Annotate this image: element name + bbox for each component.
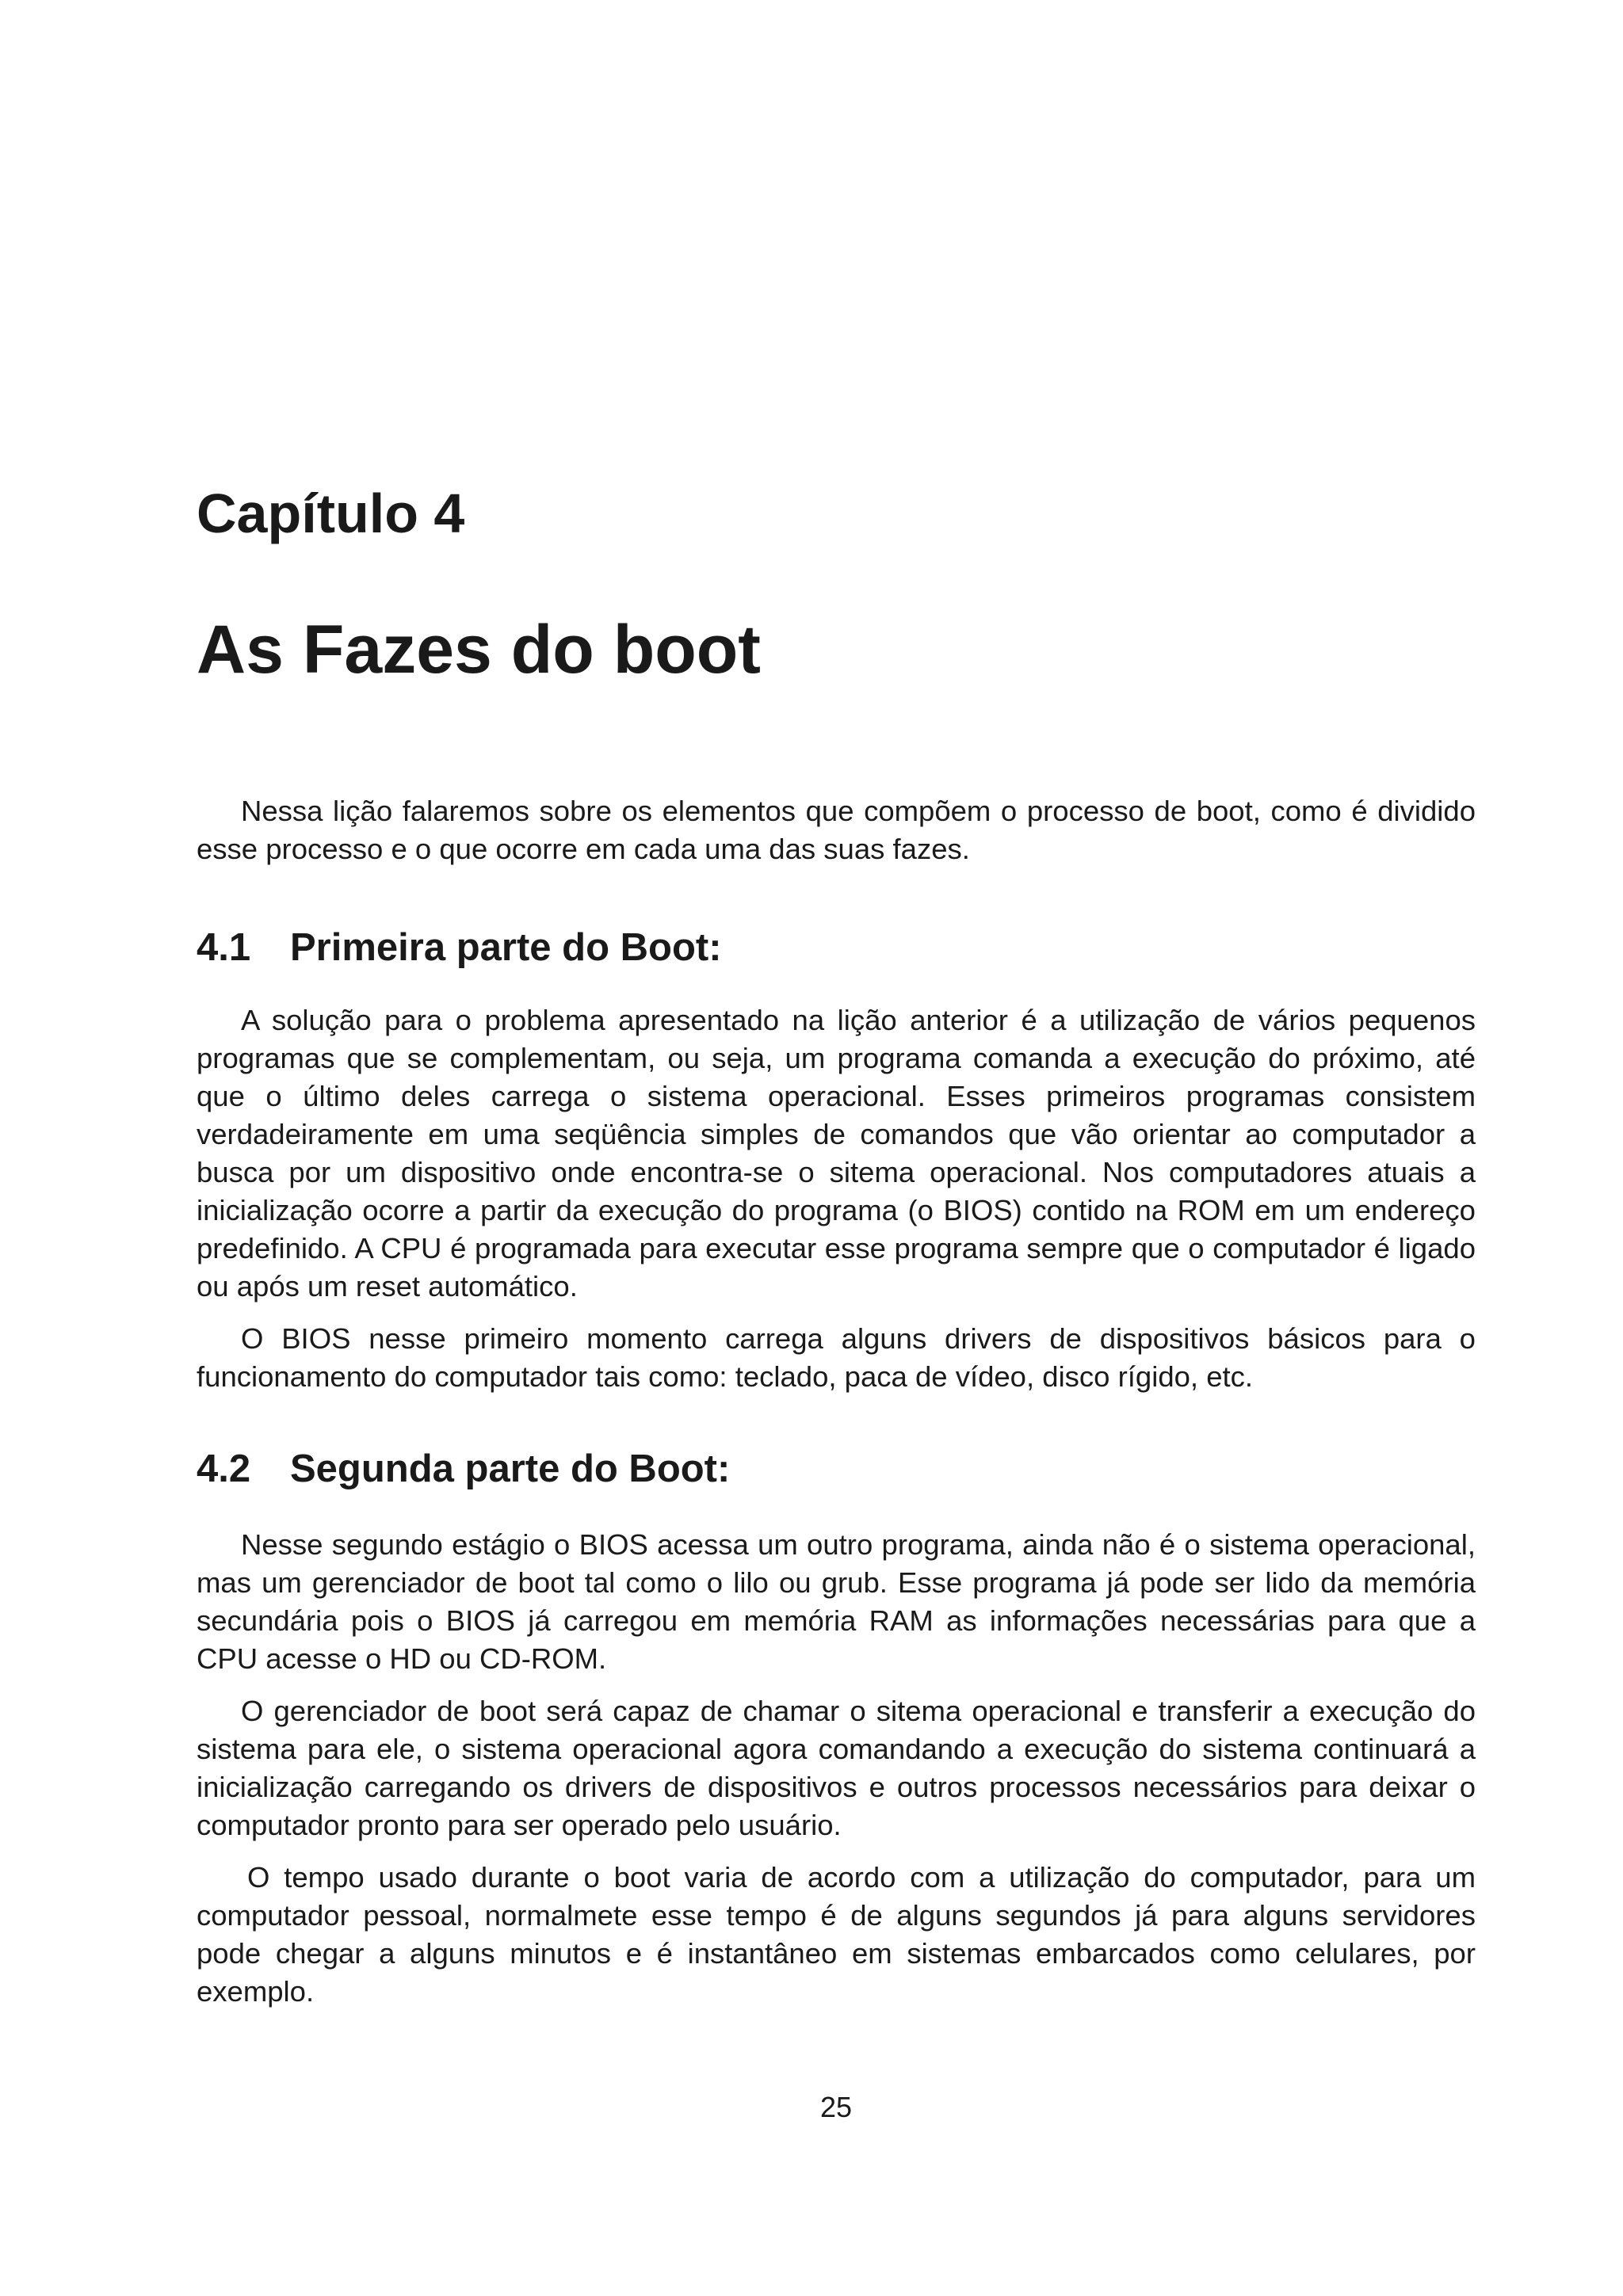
- chapter-title: As Fazes do boot: [197, 612, 761, 688]
- body-paragraph: A solução para o problema apresentado na lição anterior é a utilização de vários pequenos programas que se complementam, ou seja, um programa comanda a execução do próximo, até que o último deles carrega o sistema operacional. Esses primeiros programas consistem verdadeiramente em uma seqüência simples de comandos que vão orientar ao computador a busca por um dispositivo onde encontra-se o sitema operacional. Nos computadores atuais a inicialização ocorre a partir da execução do programa (o BIOS) contido na ROM em um endereço predefinido. A CPU é programada para executar esse programa sempre que o computador é ligado ou após um reset automático.: [197, 1004, 1476, 1302]
- intro-paragraph: Nessa lição falaremos sobre os elementos que compõem o processo de boot, como é dividido esse processo e o que ocorre em cada uma das suas fazes.: [197, 795, 1476, 865]
- section-title: Primeira parte do Boot:: [290, 926, 722, 969]
- document-page: [197, 0, 1476, 2296]
- body-paragraph: Nesse segundo estágio o BIOS acessa um outro programa, ainda não é o sistema operacional, mas um gerenciador de boot tal como o lilo ou grub. Esse programa já pode ser lido da memória secundária pois o BIOS já carregou em memória RAM as informações necessárias para que a CPU acesse o HD ou CD-ROM.: [197, 1528, 1476, 1675]
- section-heading-4-1: [197, 924, 722, 971]
- body-paragraph: O BIOS nesse primeiro momento carrega alguns drivers de dispositivos básicos para o funcionamento do computador tais como: teclado, paca de vídeo, disco rígido, etc.: [197, 1322, 1476, 1393]
- section-title: Segunda parte do Boot:: [290, 1447, 731, 1490]
- body-paragraph: O tempo usado durante o boot varia de acordo com a utilização do computador, para um computador pessoal, normalmete esse tempo é de alguns segundos já para alguns servidores pode chegar a alguns minutos e é instantâneo em sistemas embarcados como celulares, por exemplo.: [197, 1861, 1476, 2008]
- section-number: 4.2: [197, 1447, 251, 1490]
- intro-block: [197, 792, 1476, 868]
- body-paragraph: O gerenciador de boot será capaz de chamar o sitema operacional e transferir a execução do sistema para ele, o sistema operacional agora comandando a execução do sistema continuará a inicialização carregando os drivers de dispositivos e outros processos necessários para deixar o computador pronto para ser operado pelo usuário.: [197, 1695, 1476, 1841]
- chapter-label: Capítulo 4: [197, 482, 465, 544]
- section-4-1-body: [197, 1001, 1476, 1396]
- page-number: 25: [819, 2091, 853, 2123]
- section-heading-4-2: [197, 1445, 730, 1493]
- section-4-2-body: [197, 1526, 1476, 2011]
- section-number: 4.1: [197, 926, 251, 969]
